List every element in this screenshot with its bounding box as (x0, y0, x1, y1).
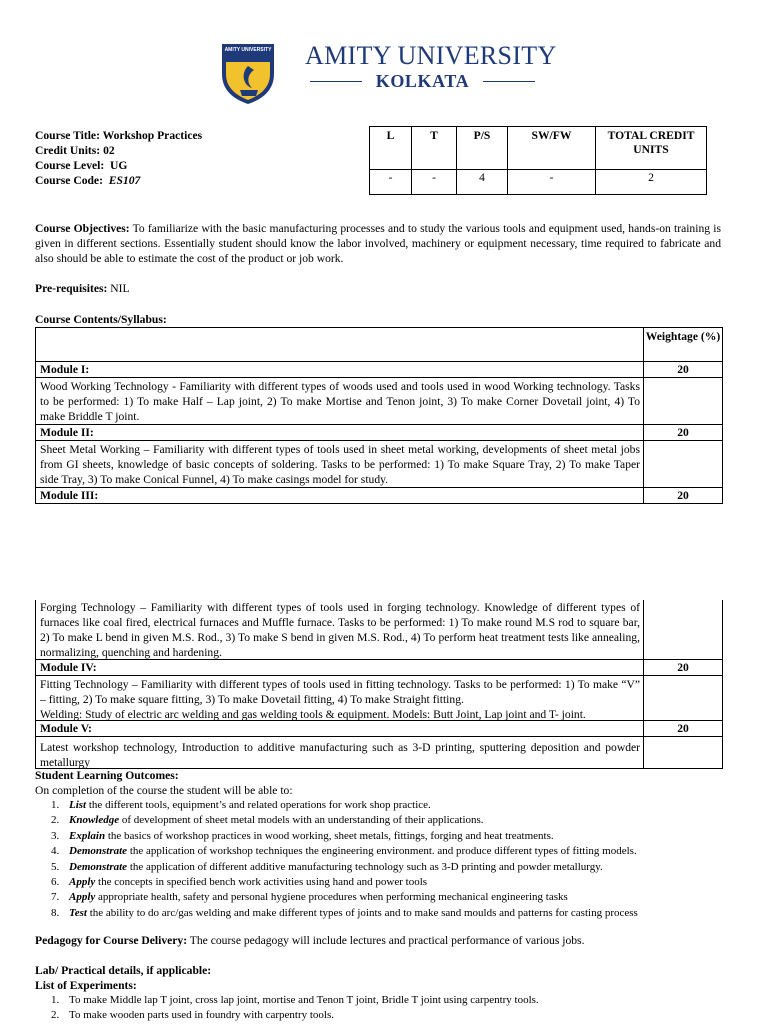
module-title: Module IV: (36, 660, 644, 675)
list-item: 6. Apply the concepts in specified bench work activities using hand and power tools (51, 875, 428, 888)
list-item: 2. Knowledge of development of sheet metal models with an understanding of their applications. (51, 814, 484, 827)
module-title: Module V: (36, 721, 644, 736)
value-cell: - (508, 170, 596, 195)
syllabus-label: Course Contents/Syllabus: (35, 313, 167, 326)
course-title: Course Title: Workshop Practices (35, 129, 203, 142)
module-weight: 20 (677, 426, 689, 439)
module-text: Latest workshop technology, Introduction to additive manufacturing such as 3-D printing, sputtering deposition and powder metallurgy (36, 737, 644, 768)
list-item: 1. To make Middle lap T joint, cross lap joint, mortise and Tenon T joint, Bridle T joint using carpentry tools. (51, 994, 539, 1006)
header-cell: P/S (457, 127, 508, 170)
credit-table (369, 126, 707, 195)
list-item: 1. List the different tools, equipment’s and related operations for work shop practice. (51, 799, 431, 811)
syllabus-table-continued (35, 600, 723, 769)
module-row (36, 361, 722, 377)
module-title: Module I: (36, 362, 644, 377)
module-weight: 20 (677, 489, 689, 502)
header-cell: SW/FW (508, 127, 596, 170)
weightage-header: Weightage (%) (645, 330, 721, 343)
list-item: 7. Apply appropriate health, safety and personal hygiene procedures when performing mechanical engineering tasks (51, 891, 568, 904)
module-text: Wood Working Technology - Familiarity with different types of woods used and tools used in wood Working technology. Tasks to be performed: 1) To make Half – Lap joint, 2) To make Mortise and Tenon joint, 3) To make Corner Dovetail joint, 4) To make Briddle T joint. (36, 378, 644, 424)
prerequisites: Pre-requisites: NIL (35, 282, 130, 295)
value-cell: - (370, 170, 412, 195)
header-cell: L (370, 127, 412, 170)
value-cell: 2 (596, 170, 707, 195)
lab-details (35, 963, 735, 1024)
course-level: Course Level: UG (35, 159, 128, 172)
list-item: 5. Demonstrate the application of different additive manufacturing technology such as 3-D printing and powder metallurgy. (51, 860, 603, 873)
module-weight: 20 (677, 661, 689, 674)
module-text: Sheet Metal Working – Familiarity with different types of tools used in sheet metal working, developments of sheet metal jobs from GI sheets, knowledge of basic concepts of soldering. Tasks to be performed: 1) To make Square Tray, 2) To make Taper side Tray, 3) To make Conical Funnel, 4) To make casings model for study. (36, 441, 644, 487)
module-weight: 20 (677, 363, 689, 376)
course-objectives: Course Objectives: To familiarize with the basic manufacturing processes and to study the various tools and equipment used, hands-on training is given in different sections. Essentially student should know the labor involved, machinery or equipment necessary, time required to fabricate and also should be able to estimate the cost of the product or job work. (35, 222, 721, 265)
course-info (35, 128, 202, 188)
list-item: 4. Demonstrate the application of workshop techniques the engineering environment. and produce different types of fitting models. (51, 845, 637, 858)
outcomes-intro: On completion of the course the student will be able to: (35, 784, 293, 797)
pedagogy: Pedagogy for Course Delivery: The course pedagogy will include lectures and practical performance of various jobs. (35, 934, 585, 947)
outcomes-list (35, 798, 735, 921)
list-item: 3. Explain the basics of workshop practices in wood working, sheet metals, fittings, forging and heat treatments. (51, 829, 554, 842)
campus-name: KOLKATA (310, 70, 535, 92)
value-cell: 4 (457, 170, 508, 195)
module-row (36, 424, 722, 440)
value-cell: - (412, 170, 457, 195)
header-cell: T (412, 127, 457, 170)
module-text: Forging Technology – Familiarity with different types of tools used in forging technology. Knowledge of different types of furnaces like coal fired, electrical furnaces and Muffle furnace. Tasks to be performed: 1) To make round M.S rod to square bar, 2) To make L bend in given M.S. Rod., 3) To make S bend in given M.S. Rod., 4) To perform heat treatment tests like annealing, normalizing, quenching and hardening. (36, 600, 644, 659)
module-row (36, 659, 722, 675)
module-title: Module III: (36, 488, 644, 503)
experiments-label: List of Experiments: (35, 979, 137, 992)
learning-outcomes (35, 768, 735, 921)
credit-units: Credit Units: 02 (35, 144, 115, 157)
module-weight: 20 (677, 722, 689, 735)
list-item: 2. To make wooden parts used in foundry with carpentry tools. (51, 1009, 335, 1022)
course-code: Course Code: ES107 (35, 174, 141, 187)
module-title: Module II: (36, 425, 644, 440)
university-name: AMITY UNIVERSITY (305, 41, 557, 70)
lab-label: Lab/ Practical details, if applicable: (35, 964, 212, 977)
experiments-list (35, 993, 735, 1024)
logo-caption: AMITY UNIVERSITY (224, 47, 272, 53)
header-cell: TOTAL CREDIT UNITS (596, 127, 707, 170)
module-row (36, 720, 722, 736)
module-row (36, 487, 722, 503)
list-item: 8. Test the ability to do arc/gas welding and make different types of joints and to make sand moulds and patterns for casting process (51, 906, 638, 919)
module-text: Fitting Technology – Familiarity with different types of tools used in fitting technology. Tasks to be performed: 1) To make “V” – fitting, 2) To make square fitting, 3) To make Dovetail fitting, 4) To make Straight fitting. Welding: Study of electric arc welding and gas welding tools & equipment. Models: Butt Joint, Lap joint and T- joint. (36, 676, 644, 720)
outcomes-label: Student Learning Outcomes: (35, 769, 179, 782)
syllabus-table (35, 327, 723, 504)
